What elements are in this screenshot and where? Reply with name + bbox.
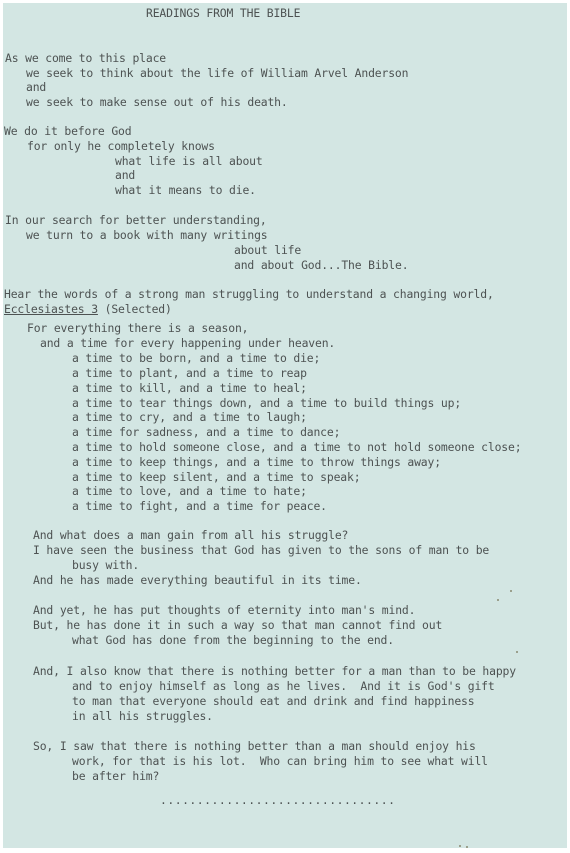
season-line: and a time for every happening under heaven. — [40, 336, 336, 350]
season-line: a time to fight, and a time for peace. — [72, 499, 327, 513]
gain-line: And he has made everything beautiful in its time. — [33, 573, 362, 587]
lot-line: work, for that is his lot. Who can bring him to see what will — [72, 754, 488, 768]
gain-line: busy with. — [72, 558, 140, 572]
reference-note: (Selected) — [97, 302, 172, 316]
god-line: for only he completely knows — [27, 139, 215, 153]
paper-speck — [510, 590, 512, 592]
season-line: a time to cry, and a time to laugh; — [72, 410, 307, 424]
search-line: In our search for better understanding, — [5, 213, 267, 227]
god-line: what it means to die. — [115, 183, 256, 197]
season-line: For everything there is a season, — [27, 321, 249, 335]
document-title: READINGS FROM THE BIBLE — [146, 6, 301, 20]
god-line: and — [115, 168, 136, 182]
hear-line: Hear the words of a strong man struggling to understand a changing world, — [4, 287, 494, 301]
closing-dotted-rule: ................................ — [160, 793, 396, 807]
season-line: a time to kill, and a time to heal; — [72, 381, 307, 395]
paper-speck — [497, 599, 499, 601]
god-line: We do it before God — [4, 124, 132, 138]
intro-line: As we come to this place — [5, 51, 166, 65]
season-line: a time to keep things, and a time to throw things away; — [72, 455, 441, 469]
gain-line: I have seen the business that God has given to the sons of man to be — [33, 543, 490, 557]
search-line: and about God...The Bible. — [234, 258, 409, 272]
eternity-line: But, he has done it in such a way so that man cannot find out — [33, 618, 443, 632]
season-line: a time to plant, and a time to reap — [72, 366, 307, 380]
paper-speck — [459, 845, 461, 847]
search-line: about life — [234, 243, 302, 257]
season-line: a time to keep silent, and a time to speak; — [72, 470, 361, 484]
eternity-line: And yet, he has put thoughts of eternity into man's mind. — [33, 603, 416, 617]
season-line: a time to love, and a time to hate; — [72, 484, 307, 498]
intro-line: we seek to make sense out of his death. — [26, 95, 288, 109]
lot-line: be after him? — [72, 769, 160, 783]
scripture-reference — [4, 302, 172, 316]
gain-line: And what does a man gain from all his struggle? — [33, 528, 349, 542]
season-line: a time to hold someone close, and a time to not hold someone close; — [72, 440, 522, 454]
season-line: a time to tear things down, and a time to build things up; — [72, 396, 462, 410]
season-line: a time to be born, and a time to die; — [72, 351, 321, 365]
season-line: a time for sadness, and a time to dance; — [72, 425, 341, 439]
god-line: what life is all about — [115, 154, 263, 168]
know-line: in all his struggles. — [72, 709, 213, 723]
intro-line: and — [26, 80, 47, 94]
reference-book: Ecclesiastes 3 — [4, 302, 98, 316]
know-line: to man that everyone should eat and drink and find happiness — [72, 694, 475, 708]
lot-line: So, I saw that there is nothing better than a man should enjoy his — [33, 739, 476, 753]
paper-speck — [466, 846, 468, 848]
know-line: and to enjoy himself as long as he lives. And it is God's gift — [72, 679, 495, 693]
know-line: And, I also know that there is nothing better for a man than to be happy — [33, 664, 516, 678]
paper-speck — [516, 651, 518, 653]
eternity-line: what God has done from the beginning to the end. — [72, 633, 394, 647]
intro-line: we seek to think about the life of William Arvel Anderson — [26, 66, 409, 80]
search-line: we turn to a book with many writings — [26, 228, 268, 242]
